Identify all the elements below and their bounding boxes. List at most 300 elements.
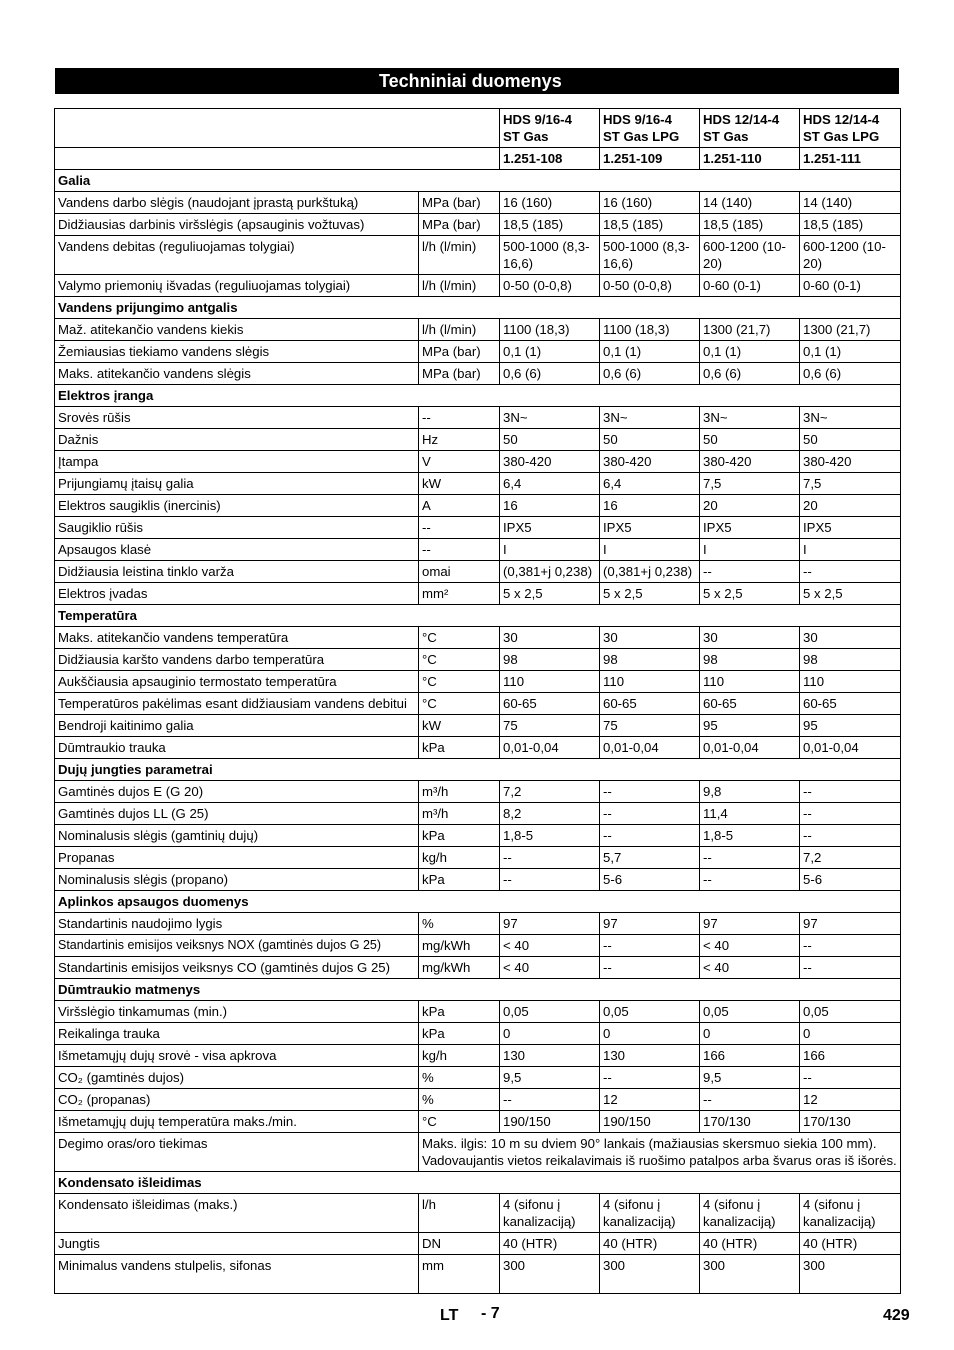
- row-unit: °C: [419, 649, 500, 671]
- row-value: 190/150: [600, 1111, 700, 1133]
- table-row: [55, 847, 901, 869]
- row-label: Dažnis: [55, 429, 419, 451]
- row-label: Žemiausias tiekiamo vandens slėgis: [55, 341, 419, 363]
- row-value: 0,05: [500, 1001, 600, 1023]
- row-value: 60-65: [700, 693, 800, 715]
- row-unit: omai: [419, 561, 500, 583]
- row-value: --: [500, 847, 600, 869]
- part-number: 1.251-108: [500, 148, 600, 170]
- row-unit: l/h (l/min): [419, 275, 500, 297]
- row-unit: --: [419, 407, 500, 429]
- row-unit: A: [419, 495, 500, 517]
- row-value: --: [600, 935, 700, 957]
- row-unit: °C: [419, 671, 500, 693]
- table-row: [55, 781, 901, 803]
- row-unit: kg/h: [419, 1045, 500, 1067]
- row-value: 60-65: [500, 693, 600, 715]
- row-value: IPX5: [600, 517, 700, 539]
- row-label: Įtampa: [55, 451, 419, 473]
- section-row: [55, 297, 901, 319]
- row-value: --: [800, 781, 901, 803]
- row-label: Reikalinga trauka: [55, 1023, 419, 1045]
- row-label: Standartinis emisijos veiksnys NOX (gamtinės dujos G 25): [55, 935, 419, 957]
- table-row: [55, 583, 901, 605]
- row-value: 40 (HTR): [600, 1233, 700, 1255]
- model-cell: HDS 9/16-4 ST Gas LPG: [600, 109, 700, 148]
- row-label: Elektros saugiklis (inercinis): [55, 495, 419, 517]
- table-row: [55, 627, 901, 649]
- row-value: 1100 (18,3): [600, 319, 700, 341]
- row-value: I: [800, 539, 901, 561]
- row-value: 600-1200 (10-20): [800, 236, 901, 275]
- spec-table: [54, 108, 901, 1294]
- row-label: Standartinis emisijos veiksnys CO (gamtinės dujos G 25): [55, 957, 419, 979]
- table-row: [55, 957, 901, 979]
- row-value: 3N~: [500, 407, 600, 429]
- row-value: 60-65: [600, 693, 700, 715]
- table-row: [55, 275, 901, 297]
- row-value: 380-420: [800, 451, 901, 473]
- row-value: 95: [800, 715, 901, 737]
- row-value: I: [700, 539, 800, 561]
- row-value: 11,4: [700, 803, 800, 825]
- row-value: 0: [600, 1023, 700, 1045]
- row-value: 300: [600, 1255, 700, 1294]
- model-header-row: [55, 109, 901, 148]
- title-bar: [55, 68, 899, 94]
- row-label: Jungtis: [55, 1233, 419, 1255]
- row-value: 40 (HTR): [700, 1233, 800, 1255]
- part-number-row: [55, 148, 901, 170]
- row-value: 1300 (21,7): [700, 319, 800, 341]
- table-row: [55, 649, 901, 671]
- table-row: [55, 473, 901, 495]
- footer-lang: LT: [440, 1307, 459, 1324]
- row-value: 500-1000 (8,3-16,6): [500, 236, 600, 275]
- row-label: Išmetamųjų dujų srovė - visa apkrova: [55, 1045, 419, 1067]
- row-value: 9,5: [700, 1067, 800, 1089]
- section-title: Dujų jungties parametrai: [55, 759, 901, 781]
- row-label: Maks. atitekančio vandens slėgis: [55, 363, 419, 385]
- row-label: Viršslėgio tinkamumas (min.): [55, 1001, 419, 1023]
- row-value: 380-420: [700, 451, 800, 473]
- row-value: 5 x 2,5: [800, 583, 901, 605]
- row-value: 5 x 2,5: [600, 583, 700, 605]
- row-value: 300: [800, 1255, 901, 1294]
- row-label: Propanas: [55, 847, 419, 869]
- row-unit: °C: [419, 627, 500, 649]
- row-value: 110: [500, 671, 600, 693]
- row-value: 190/150: [500, 1111, 600, 1133]
- row-unit: %: [419, 1089, 500, 1111]
- row-value: 40 (HTR): [500, 1233, 600, 1255]
- row-value: 40 (HTR): [800, 1233, 901, 1255]
- row-value: --: [500, 869, 600, 891]
- row-value: 20: [800, 495, 901, 517]
- table-row: [55, 341, 901, 363]
- row-value: --: [700, 1089, 800, 1111]
- row-value: --: [800, 935, 901, 957]
- row-value: 50: [700, 429, 800, 451]
- row-value: --: [700, 847, 800, 869]
- row-unit: l/h: [419, 1194, 500, 1233]
- row-value: 95: [700, 715, 800, 737]
- row-value: 18,5 (185): [800, 214, 901, 236]
- table-row: [55, 693, 901, 715]
- row-value: 4 (sifonu į kanalizaciją): [800, 1194, 901, 1233]
- row-value: 300: [500, 1255, 600, 1294]
- table-row: [55, 935, 901, 957]
- section-row: [55, 385, 901, 407]
- table-row: [55, 407, 901, 429]
- row-value: 75: [600, 715, 700, 737]
- row-value: 380-420: [500, 451, 600, 473]
- row-unit: m³/h: [419, 803, 500, 825]
- row-unit: kW: [419, 473, 500, 495]
- part-number: 1.251-111: [800, 148, 901, 170]
- table-row: [55, 214, 901, 236]
- table-row: [55, 363, 901, 385]
- section-title: Elektros įranga: [55, 385, 901, 407]
- table-row: [55, 803, 901, 825]
- section-title: Kondensato išleidimas: [55, 1172, 901, 1194]
- row-value: 14 (140): [700, 192, 800, 214]
- row-unit: kg/h: [419, 847, 500, 869]
- row-value: 98: [700, 649, 800, 671]
- row-value: 3N~: [600, 407, 700, 429]
- section-row: [55, 891, 901, 913]
- row-value: 0,01-0,04: [800, 737, 901, 759]
- row-value: 5-6: [800, 869, 901, 891]
- table-row: [55, 1255, 901, 1294]
- table-row: [55, 671, 901, 693]
- merged-value: Maks. ilgis: 10 m su dviem 90° lankais (mažiausias skersmuo siekia 100 mm). Vadovaujantis vietos reikalavimais iš ruošimo patalpos arba švarus oras iš išorės.: [419, 1133, 901, 1172]
- row-value: --: [600, 957, 700, 979]
- section-row: [55, 759, 901, 781]
- row-value: 12: [800, 1089, 901, 1111]
- row-label: Vandens debitas (reguliuojamas tolygiai): [55, 236, 419, 275]
- row-label: Dūmtraukio trauka: [55, 737, 419, 759]
- row-value: 110: [800, 671, 901, 693]
- row-value: < 40: [700, 957, 800, 979]
- table-row: [55, 1233, 901, 1255]
- table-row: [55, 1023, 901, 1045]
- row-value: 4 (sifonu į kanalizaciją): [700, 1194, 800, 1233]
- row-value: 6,4: [600, 473, 700, 495]
- row-label: Didžiausia karšto vandens darbo temperatūra: [55, 649, 419, 671]
- row-label: Gamtinės dujos E (G 20): [55, 781, 419, 803]
- row-value: 0,01-0,04: [600, 737, 700, 759]
- row-value: 16: [600, 495, 700, 517]
- row-value: 50: [600, 429, 700, 451]
- row-label: Nominalusis slėgis (gamtinių dujų): [55, 825, 419, 847]
- row-value: 97: [500, 913, 600, 935]
- row-value: 98: [800, 649, 901, 671]
- part-number: 1.251-109: [600, 148, 700, 170]
- table-row: [55, 1194, 901, 1233]
- footer-local-page: - 7: [481, 1305, 500, 1322]
- row-unit: %: [419, 1067, 500, 1089]
- row-label: Vandens darbo slėgis (naudojant įprastą purkštuką): [55, 192, 419, 214]
- row-unit: DN: [419, 1233, 500, 1255]
- table-row: [55, 539, 901, 561]
- row-value: --: [600, 1067, 700, 1089]
- row-unit: m³/h: [419, 781, 500, 803]
- section-title: Aplinkos apsaugos duomenys: [55, 891, 901, 913]
- row-value: 0-60 (0-1): [800, 275, 901, 297]
- row-value: 170/130: [700, 1111, 800, 1133]
- row-value: 0: [800, 1023, 901, 1045]
- row-unit: --: [419, 539, 500, 561]
- table-row: [55, 1111, 901, 1133]
- row-label: Elektros įvadas: [55, 583, 419, 605]
- row-value: 20: [700, 495, 800, 517]
- row-value: 8,2: [500, 803, 600, 825]
- row-value: 75: [500, 715, 600, 737]
- row-label: Degimo oras/oro tiekimas: [55, 1133, 419, 1172]
- row-label: CO₂ (propanas): [55, 1089, 419, 1111]
- section-row: [55, 170, 901, 192]
- row-value: --: [600, 781, 700, 803]
- table-row: [55, 1089, 901, 1111]
- row-value: 130: [600, 1045, 700, 1067]
- row-value: 3N~: [800, 407, 901, 429]
- row-value: 6,4: [500, 473, 600, 495]
- row-value: 5 x 2,5: [700, 583, 800, 605]
- row-value: I: [600, 539, 700, 561]
- footer-page-number: 429: [883, 1307, 910, 1324]
- section-title: Dūmtraukio matmenys: [55, 979, 901, 1001]
- row-value: 110: [600, 671, 700, 693]
- row-value: < 40: [500, 957, 600, 979]
- row-value: 0,6 (6): [800, 363, 901, 385]
- row-value: 16 (160): [600, 192, 700, 214]
- row-label: Minimalus vandens stulpelis, sifonas: [55, 1255, 419, 1294]
- row-label: Didžiausias darbinis viršslėgis (apsauginis vožtuvas): [55, 214, 419, 236]
- row-unit: kPa: [419, 737, 500, 759]
- model-cell: HDS 9/16-4 ST Gas: [500, 109, 600, 148]
- row-value: 170/130: [800, 1111, 901, 1133]
- row-value: 12: [600, 1089, 700, 1111]
- row-label: Apsaugos klasė: [55, 539, 419, 561]
- table-row: [55, 517, 901, 539]
- row-value: 0-60 (0-1): [700, 275, 800, 297]
- row-unit: kPa: [419, 869, 500, 891]
- row-value: 30: [800, 627, 901, 649]
- row-value: 7,5: [800, 473, 901, 495]
- row-value: 1100 (18,3): [500, 319, 600, 341]
- row-value: < 40: [500, 935, 600, 957]
- table-row: [55, 1045, 901, 1067]
- row-unit: --: [419, 517, 500, 539]
- table-row: [55, 495, 901, 517]
- row-value: 0,05: [600, 1001, 700, 1023]
- table-row: [55, 737, 901, 759]
- row-unit: MPa (bar): [419, 214, 500, 236]
- row-value: 97: [600, 913, 700, 935]
- row-value: 3N~: [700, 407, 800, 429]
- row-value: --: [800, 825, 901, 847]
- row-unit: MPa (bar): [419, 363, 500, 385]
- header-blank: [55, 109, 500, 148]
- section-title: Temperatūra: [55, 605, 901, 627]
- row-value: 166: [700, 1045, 800, 1067]
- row-value: 0,6 (6): [700, 363, 800, 385]
- page-title: Techniniai duomenys: [379, 71, 562, 91]
- row-value: 30: [500, 627, 600, 649]
- row-value: 130: [500, 1045, 600, 1067]
- row-value: 0,1 (1): [800, 341, 901, 363]
- table-row: [55, 192, 901, 214]
- row-label: CO₂ (gamtinės dujos): [55, 1067, 419, 1089]
- row-value: 0,6 (6): [600, 363, 700, 385]
- row-value: 18,5 (185): [600, 214, 700, 236]
- section-row: [55, 1172, 901, 1194]
- row-value: 18,5 (185): [500, 214, 600, 236]
- row-label: Aukščiausia apsauginio termostato temperatūra: [55, 671, 419, 693]
- row-value: 50: [500, 429, 600, 451]
- table-row: [55, 1133, 901, 1172]
- row-value: --: [700, 561, 800, 583]
- row-unit: V: [419, 451, 500, 473]
- row-value: 166: [800, 1045, 901, 1067]
- table-row: [55, 869, 901, 891]
- row-value: 300: [700, 1255, 800, 1294]
- row-value: 0: [500, 1023, 600, 1045]
- table-row: [55, 319, 901, 341]
- row-value: 16: [500, 495, 600, 517]
- row-value: 0,01-0,04: [500, 737, 600, 759]
- row-value: 380-420: [600, 451, 700, 473]
- row-value: 0,1 (1): [600, 341, 700, 363]
- row-unit: kW: [419, 715, 500, 737]
- row-value: --: [800, 803, 901, 825]
- row-value: 18,5 (185): [700, 214, 800, 236]
- row-value: 50: [800, 429, 901, 451]
- row-value: 5 x 2,5: [500, 583, 600, 605]
- row-unit: Hz: [419, 429, 500, 451]
- row-label: Gamtinės dujos LL (G 25): [55, 803, 419, 825]
- part-number: 1.251-110: [700, 148, 800, 170]
- row-unit: °C: [419, 693, 500, 715]
- row-value: (0,381+j 0,238): [600, 561, 700, 583]
- row-value: 30: [600, 627, 700, 649]
- row-unit: kPa: [419, 825, 500, 847]
- row-unit: MPa (bar): [419, 341, 500, 363]
- section-row: [55, 979, 901, 1001]
- row-value: 60-65: [800, 693, 901, 715]
- row-value: 9,5: [500, 1067, 600, 1089]
- row-value: 0,1 (1): [700, 341, 800, 363]
- row-value: 4 (sifonu į kanalizaciją): [500, 1194, 600, 1233]
- row-value: < 40: [700, 935, 800, 957]
- row-value: 500-1000 (8,3-16,6): [600, 236, 700, 275]
- row-label: Standartinis naudojimo lygis: [55, 913, 419, 935]
- row-value: 7,5: [700, 473, 800, 495]
- row-value: 110: [700, 671, 800, 693]
- row-value: 16 (160): [500, 192, 600, 214]
- section-title: Galia: [55, 170, 901, 192]
- row-unit: °C: [419, 1111, 500, 1133]
- section-row: [55, 605, 901, 627]
- row-value: 5,7: [600, 847, 700, 869]
- row-value: 0,6 (6): [500, 363, 600, 385]
- table-row: [55, 1067, 901, 1089]
- row-value: 30: [700, 627, 800, 649]
- table-row: [55, 451, 901, 473]
- row-value: 0-50 (0-0,8): [500, 275, 600, 297]
- row-value: --: [600, 825, 700, 847]
- row-value: I: [500, 539, 600, 561]
- table-row: [55, 561, 901, 583]
- row-value: --: [800, 561, 901, 583]
- row-label: Temperatūros pakėlimas esant didžiausiam vandens debitui: [55, 693, 419, 715]
- row-value: 0,01-0,04: [700, 737, 800, 759]
- row-value: 7,2: [500, 781, 600, 803]
- row-unit: mg/kWh: [419, 935, 500, 957]
- row-value: 98: [500, 649, 600, 671]
- row-label: Didžiausia leistina tinklo varža: [55, 561, 419, 583]
- table-row: [55, 825, 901, 847]
- row-value: 4 (sifonu į kanalizaciją): [600, 1194, 700, 1233]
- row-value: --: [600, 803, 700, 825]
- row-value: --: [800, 957, 901, 979]
- row-unit: MPa (bar): [419, 192, 500, 214]
- table-row: [55, 429, 901, 451]
- row-value: 0,05: [800, 1001, 901, 1023]
- row-label: Maž. atitekančio vandens kiekis: [55, 319, 419, 341]
- row-unit: l/h (l/min): [419, 236, 500, 275]
- row-value: IPX5: [800, 517, 901, 539]
- header-blank: [55, 148, 500, 170]
- row-label: Kondensato išleidimas (maks.): [55, 1194, 419, 1233]
- section-title: Vandens prijungimo antgalis: [55, 297, 901, 319]
- row-label: Prijungiamų įtaisų galia: [55, 473, 419, 495]
- row-label: Maks. atitekančio vandens temperatūra: [55, 627, 419, 649]
- row-label: Valymo priemonių išvadas (reguliuojamas tolygiai): [55, 275, 419, 297]
- table-row: [55, 913, 901, 935]
- row-value: (0,381+j 0,238): [500, 561, 600, 583]
- model-cell: HDS 12/14-4 ST Gas LPG: [800, 109, 901, 148]
- row-value: --: [800, 1067, 901, 1089]
- row-value: 0-50 (0-0,8): [600, 275, 700, 297]
- row-unit: mm: [419, 1255, 500, 1294]
- row-label: Bendroji kaitinimo galia: [55, 715, 419, 737]
- row-value: 7,2: [800, 847, 901, 869]
- row-unit: %: [419, 913, 500, 935]
- row-value: IPX5: [500, 517, 600, 539]
- row-label: Nominalusis slėgis (propano): [55, 869, 419, 891]
- row-value: IPX5: [700, 517, 800, 539]
- row-value: 97: [800, 913, 901, 935]
- row-unit: l/h (l/min): [419, 319, 500, 341]
- row-value: 0: [700, 1023, 800, 1045]
- table-row: [55, 1001, 901, 1023]
- row-value: --: [500, 1089, 600, 1111]
- row-unit: kPa: [419, 1023, 500, 1045]
- table-row: [55, 236, 901, 275]
- row-value: 1,8-5: [500, 825, 600, 847]
- row-value: 98: [600, 649, 700, 671]
- model-cell: HDS 12/14-4 ST Gas: [700, 109, 800, 148]
- row-unit: mm²: [419, 583, 500, 605]
- row-value: 9,8: [700, 781, 800, 803]
- row-value: --: [700, 869, 800, 891]
- row-value: 5-6: [600, 869, 700, 891]
- row-unit: mg/kWh: [419, 957, 500, 979]
- row-label: Išmetamųjų dujų temperatūra maks./min.: [55, 1111, 419, 1133]
- row-value: 97: [700, 913, 800, 935]
